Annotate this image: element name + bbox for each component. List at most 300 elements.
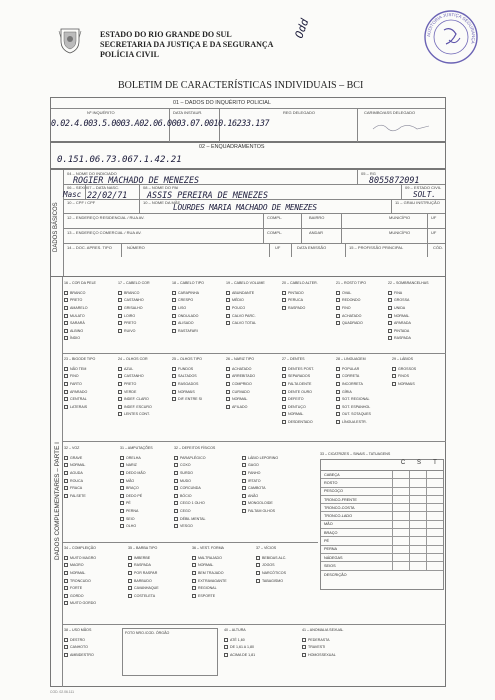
cicatriz-cell[interactable] — [426, 488, 443, 495]
checkbox[interactable] — [64, 298, 68, 302]
checkbox[interactable] — [224, 638, 228, 642]
checkbox[interactable] — [64, 638, 68, 642]
checkbox[interactable] — [256, 556, 260, 560]
checkbox[interactable] — [64, 471, 68, 475]
checkbox-option[interactable] — [120, 507, 174, 515]
checkbox[interactable] — [172, 321, 176, 325]
checkbox-option[interactable] — [120, 477, 174, 485]
checkbox[interactable] — [120, 501, 124, 505]
checkbox[interactable] — [388, 298, 392, 302]
checkbox-option[interactable] — [118, 373, 172, 381]
checkbox-option[interactable] — [226, 312, 282, 320]
checkbox[interactable] — [120, 524, 124, 528]
checkbox[interactable] — [118, 374, 122, 378]
checkbox-option[interactable] — [172, 380, 226, 388]
checkbox-option[interactable] — [174, 500, 242, 508]
cicatriz-cell[interactable] — [392, 488, 409, 495]
checkbox-option[interactable] — [128, 562, 192, 570]
checkbox-option[interactable] — [64, 365, 118, 373]
checkbox-option[interactable] — [120, 454, 174, 462]
checkbox-option[interactable] — [64, 395, 118, 403]
cicatriz-cell[interactable] — [409, 546, 426, 553]
cicatriz-cell[interactable] — [392, 471, 409, 478]
checkbox[interactable] — [118, 412, 122, 416]
checkbox[interactable] — [336, 412, 340, 416]
checkbox-option[interactable] — [192, 569, 256, 577]
checkbox-option[interactable] — [336, 319, 388, 327]
checkbox-option[interactable] — [336, 403, 392, 411]
checkbox[interactable] — [282, 397, 286, 401]
checkbox[interactable] — [242, 494, 246, 498]
checkbox-option[interactable] — [64, 403, 118, 411]
checkbox[interactable] — [172, 306, 176, 310]
checkbox-option[interactable] — [64, 304, 118, 312]
checkbox[interactable] — [256, 579, 260, 583]
checkbox-option[interactable] — [172, 312, 226, 320]
checkbox-option[interactable] — [302, 636, 382, 644]
checkbox-option[interactable] — [226, 395, 282, 403]
checkbox[interactable] — [336, 298, 340, 302]
checkbox-option[interactable] — [174, 454, 242, 462]
checkbox-option[interactable] — [242, 462, 312, 470]
checkbox[interactable] — [64, 291, 68, 295]
checkbox[interactable] — [392, 374, 396, 378]
checkbox[interactable] — [64, 486, 68, 490]
checkbox-option[interactable] — [336, 395, 392, 403]
checkbox-option[interactable] — [388, 335, 444, 343]
inquerito-number[interactable]: 0.02.4.003.5.0003.A02.06.0003.07.0010.16233.137 — [51, 118, 270, 128]
checkbox[interactable] — [172, 397, 176, 401]
checkbox[interactable] — [64, 456, 68, 460]
checkbox[interactable] — [336, 367, 340, 371]
checkbox-option[interactable] — [64, 562, 128, 570]
checkbox-option[interactable] — [64, 554, 128, 562]
cicatriz-cell[interactable] — [392, 512, 409, 519]
checkbox-option[interactable] — [174, 477, 242, 485]
checkbox-option[interactable] — [192, 584, 256, 592]
checkbox-option[interactable] — [128, 554, 192, 562]
checkbox[interactable] — [172, 291, 176, 295]
checkbox[interactable] — [282, 374, 286, 378]
checkbox[interactable] — [388, 314, 392, 318]
checkbox[interactable] — [256, 563, 260, 567]
checkbox-option[interactable] — [120, 462, 174, 470]
checkbox-option[interactable] — [336, 289, 388, 297]
checkbox[interactable] — [128, 556, 132, 560]
checkbox-option[interactable] — [336, 380, 392, 388]
checkbox[interactable] — [336, 291, 340, 295]
checkbox-option[interactable] — [64, 577, 128, 585]
cicatriz-cell[interactable] — [426, 479, 443, 486]
checkbox-option[interactable] — [226, 380, 282, 388]
checkbox[interactable] — [118, 405, 122, 409]
checkbox[interactable] — [64, 571, 68, 575]
checkbox[interactable] — [242, 471, 246, 475]
cicatriz-cell[interactable] — [426, 562, 443, 569]
checkbox-option[interactable] — [336, 304, 388, 312]
checkbox-option[interactable] — [388, 327, 444, 335]
checkbox-option[interactable] — [128, 584, 192, 592]
checkbox[interactable] — [388, 291, 392, 295]
checkbox-option[interactable] — [128, 592, 192, 600]
value-data-nasc[interactable]: 22/02/71 — [87, 190, 128, 200]
checkbox-option[interactable] — [282, 380, 336, 388]
cicatriz-cell[interactable] — [392, 537, 409, 544]
checkbox[interactable] — [282, 306, 286, 310]
checkbox[interactable] — [224, 653, 228, 657]
cicatriz-cell[interactable] — [409, 512, 426, 519]
checkbox[interactable] — [336, 405, 340, 409]
checkbox[interactable] — [388, 321, 392, 325]
checkbox-option[interactable] — [174, 462, 242, 470]
checkbox[interactable] — [226, 291, 230, 295]
checkbox[interactable] — [282, 405, 286, 409]
checkbox[interactable] — [64, 479, 68, 483]
checkbox-option[interactable] — [64, 600, 128, 608]
value-nome-pai[interactable]: ASSIS PEREIRA DE MENEZES — [147, 190, 269, 200]
checkbox-option[interactable] — [336, 411, 392, 419]
checkbox-option[interactable] — [118, 365, 172, 373]
checkbox-option[interactable] — [64, 644, 122, 652]
checkbox[interactable] — [64, 594, 68, 598]
cicatriz-cell[interactable] — [392, 496, 409, 503]
checkbox[interactable] — [118, 390, 122, 394]
checkbox[interactable] — [120, 463, 124, 467]
checkbox[interactable] — [172, 390, 176, 394]
checkbox-option[interactable] — [392, 380, 444, 388]
checkbox-option[interactable] — [336, 418, 392, 426]
checkbox[interactable] — [336, 374, 340, 378]
checkbox[interactable] — [120, 479, 124, 483]
checkbox-option[interactable] — [120, 515, 174, 523]
checkbox[interactable] — [64, 405, 68, 409]
cicatriz-cell[interactable] — [426, 554, 443, 561]
cicatriz-cell[interactable] — [409, 488, 426, 495]
checkbox[interactable] — [282, 420, 286, 424]
checkbox[interactable] — [118, 382, 122, 386]
cicatriz-cell[interactable] — [409, 496, 426, 503]
checkbox[interactable] — [120, 486, 124, 490]
checkbox-option[interactable] — [226, 297, 282, 305]
checkbox-option[interactable] — [118, 403, 172, 411]
checkbox[interactable] — [128, 571, 132, 575]
checkbox-option[interactable] — [64, 327, 118, 335]
checkbox-option[interactable] — [64, 636, 122, 644]
checkbox[interactable] — [118, 291, 122, 295]
checkbox-option[interactable] — [282, 411, 336, 419]
checkbox-option[interactable] — [174, 522, 242, 530]
checkbox[interactable] — [388, 306, 392, 310]
checkbox-option[interactable] — [174, 484, 242, 492]
cicatriz-cell[interactable] — [392, 554, 409, 561]
checkbox[interactable] — [242, 463, 246, 467]
checkbox[interactable] — [242, 479, 246, 483]
checkbox[interactable] — [64, 390, 68, 394]
value-rg[interactable]: 8055872091 — [369, 175, 420, 185]
checkbox[interactable] — [226, 390, 230, 394]
checkbox[interactable] — [226, 397, 230, 401]
checkbox[interactable] — [174, 524, 178, 528]
checkbox-option[interactable] — [64, 297, 118, 305]
checkbox[interactable] — [120, 509, 124, 513]
value-nome-indiciado[interactable]: ROGIER MACHADO DE MENEZES — [73, 175, 200, 185]
checkbox[interactable] — [192, 563, 196, 567]
checkbox[interactable] — [118, 397, 122, 401]
checkbox[interactable] — [302, 645, 306, 649]
checkbox[interactable] — [64, 601, 68, 605]
checkbox[interactable] — [226, 382, 230, 386]
checkbox[interactable] — [64, 382, 68, 386]
checkbox[interactable] — [64, 579, 68, 583]
checkbox-option[interactable] — [118, 312, 172, 320]
checkbox-option[interactable] — [256, 577, 318, 585]
checkbox-option[interactable] — [118, 304, 172, 312]
checkbox-option[interactable] — [174, 469, 242, 477]
checkbox-option[interactable] — [388, 304, 444, 312]
checkbox-option[interactable] — [388, 312, 444, 320]
checkbox[interactable] — [64, 306, 68, 310]
checkbox-option[interactable] — [174, 492, 242, 500]
checkbox[interactable] — [226, 367, 230, 371]
checkbox-option[interactable] — [242, 507, 312, 515]
checkbox-option[interactable] — [242, 500, 312, 508]
checkbox[interactable] — [192, 571, 196, 575]
checkbox-option[interactable] — [282, 395, 336, 403]
checkbox[interactable] — [282, 412, 286, 416]
checkbox-option[interactable] — [64, 312, 118, 320]
checkbox[interactable] — [172, 374, 176, 378]
checkbox[interactable] — [242, 509, 246, 513]
checkbox-option[interactable] — [118, 319, 172, 327]
checkbox[interactable] — [256, 571, 260, 575]
checkbox-option[interactable] — [392, 365, 444, 373]
checkbox-option[interactable] — [392, 373, 444, 381]
checkbox[interactable] — [226, 405, 230, 409]
checkbox-option[interactable] — [192, 592, 256, 600]
checkbox[interactable] — [192, 586, 196, 590]
checkbox-option[interactable] — [64, 569, 128, 577]
checkbox-option[interactable] — [226, 319, 282, 327]
checkbox-option[interactable] — [388, 319, 444, 327]
cicatriz-cell[interactable] — [409, 471, 426, 478]
checkbox-option[interactable] — [336, 312, 388, 320]
checkbox[interactable] — [172, 314, 176, 318]
cicatriz-cell[interactable] — [392, 529, 409, 536]
checkbox[interactable] — [282, 367, 286, 371]
checkbox[interactable] — [118, 367, 122, 371]
cicatriz-cell[interactable] — [426, 546, 443, 553]
checkbox-option[interactable] — [64, 454, 120, 462]
checkbox-option[interactable] — [282, 297, 336, 305]
checkbox[interactable] — [226, 298, 230, 302]
checkbox-option[interactable] — [388, 297, 444, 305]
checkbox[interactable] — [128, 563, 132, 567]
checkbox[interactable] — [282, 291, 286, 295]
checkbox-option[interactable] — [172, 304, 226, 312]
cicatriz-cell[interactable] — [426, 504, 443, 511]
checkbox[interactable] — [392, 382, 396, 386]
checkbox-option[interactable] — [256, 554, 318, 562]
checkbox-option[interactable] — [64, 484, 120, 492]
checkbox-option[interactable] — [172, 373, 226, 381]
checkbox-option[interactable] — [388, 289, 444, 297]
checkbox[interactable] — [192, 556, 196, 560]
checkbox-option[interactable] — [120, 469, 174, 477]
checkbox[interactable] — [118, 314, 122, 318]
checkbox-option[interactable] — [118, 297, 172, 305]
checkbox[interactable] — [336, 390, 340, 394]
cicatriz-cell[interactable] — [409, 521, 426, 528]
checkbox[interactable] — [64, 494, 68, 498]
cicatriz-cell[interactable] — [392, 562, 409, 569]
checkbox-option[interactable] — [226, 388, 282, 396]
checkbox-option[interactable] — [172, 319, 226, 327]
checkbox-option[interactable] — [174, 515, 242, 523]
cicatriz-cell[interactable] — [426, 471, 443, 478]
checkbox[interactable] — [302, 653, 306, 657]
value-nome-mae[interactable]: LOURDES MARIA MACHADO DE MENEZES — [173, 203, 317, 212]
checkbox-option[interactable] — [64, 651, 122, 659]
checkbox[interactable] — [64, 586, 68, 590]
checkbox[interactable] — [64, 321, 68, 325]
checkbox-option[interactable] — [172, 388, 226, 396]
checkbox[interactable] — [174, 501, 178, 505]
checkbox[interactable] — [118, 306, 122, 310]
checkbox-option[interactable] — [226, 373, 282, 381]
checkbox-option[interactable] — [224, 636, 282, 644]
checkbox-option[interactable] — [64, 373, 118, 381]
checkbox-option[interactable] — [120, 492, 174, 500]
cicatriz-cell[interactable] — [426, 521, 443, 528]
checkbox-option[interactable] — [242, 484, 312, 492]
checkbox[interactable] — [174, 463, 178, 467]
checkbox[interactable] — [336, 321, 340, 325]
checkbox[interactable] — [302, 638, 306, 642]
checkbox-option[interactable] — [64, 380, 118, 388]
checkbox[interactable] — [174, 456, 178, 460]
checkbox-option[interactable] — [224, 644, 282, 652]
cicatriz-cell[interactable] — [392, 521, 409, 528]
checkbox[interactable] — [242, 486, 246, 490]
checkbox[interactable] — [388, 329, 392, 333]
checkbox[interactable] — [282, 298, 286, 302]
checkbox-option[interactable] — [172, 365, 226, 373]
checkbox[interactable] — [64, 397, 68, 401]
checkbox-option[interactable] — [192, 554, 256, 562]
checkbox[interactable] — [120, 494, 124, 498]
checkbox-option[interactable] — [256, 562, 318, 570]
checkbox-option[interactable] — [118, 380, 172, 388]
checkbox[interactable] — [128, 586, 132, 590]
cicatriz-cell[interactable] — [409, 529, 426, 536]
cicatriz-cell[interactable] — [409, 562, 426, 569]
checkbox-option[interactable] — [226, 304, 282, 312]
checkbox[interactable] — [172, 382, 176, 386]
checkbox[interactable] — [118, 329, 122, 333]
checkbox[interactable] — [172, 298, 176, 302]
checkbox-option[interactable] — [64, 388, 118, 396]
value-sexo[interactable]: Masc — [63, 190, 82, 199]
cicatriz-cell[interactable] — [409, 537, 426, 544]
checkbox-option[interactable] — [282, 388, 336, 396]
checkbox-option[interactable] — [118, 395, 172, 403]
checkbox[interactable] — [172, 329, 176, 333]
checkbox-option[interactable] — [64, 319, 118, 327]
checkbox[interactable] — [64, 645, 68, 649]
cicatriz-cell[interactable] — [392, 504, 409, 511]
checkbox-option[interactable] — [282, 365, 336, 373]
checkbox[interactable] — [120, 471, 124, 475]
checkbox[interactable] — [192, 594, 196, 598]
checkbox-option[interactable] — [282, 304, 336, 312]
checkbox-option[interactable] — [282, 403, 336, 411]
cicatriz-cell[interactable] — [409, 504, 426, 511]
checkbox[interactable] — [226, 374, 230, 378]
checkbox-option[interactable] — [242, 492, 312, 500]
checkbox[interactable] — [174, 486, 178, 490]
checkbox-option[interactable] — [336, 388, 392, 396]
cicatriz-cell[interactable] — [409, 479, 426, 486]
checkbox-option[interactable] — [64, 477, 120, 485]
enquadramento-number[interactable]: 0.151.06.73.067.1.42.21 — [57, 155, 182, 165]
checkbox[interactable] — [64, 374, 68, 378]
checkbox[interactable] — [336, 306, 340, 310]
checkbox[interactable] — [282, 390, 286, 394]
checkbox-option[interactable] — [226, 403, 282, 411]
checkbox[interactable] — [242, 456, 246, 460]
checkbox-option[interactable] — [192, 562, 256, 570]
checkbox-option[interactable] — [336, 365, 392, 373]
checkbox-option[interactable] — [64, 592, 128, 600]
checkbox[interactable] — [388, 336, 392, 340]
checkbox[interactable] — [392, 367, 396, 371]
checkbox-option[interactable] — [118, 388, 172, 396]
checkbox-option[interactable] — [64, 335, 118, 343]
checkbox-option[interactable] — [172, 327, 226, 335]
checkbox-option[interactable] — [282, 418, 336, 426]
checkbox[interactable] — [64, 556, 68, 560]
checkbox[interactable] — [64, 329, 68, 333]
checkbox-option[interactable] — [128, 569, 192, 577]
cicatriz-cell[interactable] — [392, 479, 409, 486]
checkbox-option[interactable] — [172, 395, 226, 403]
checkbox[interactable] — [64, 563, 68, 567]
checkbox-option[interactable] — [118, 411, 172, 419]
checkbox[interactable] — [64, 367, 68, 371]
checkbox-option[interactable] — [282, 373, 336, 381]
checkbox-option[interactable] — [226, 365, 282, 373]
checkbox-option[interactable] — [242, 477, 312, 485]
checkbox[interactable] — [224, 645, 228, 649]
checkbox-option[interactable] — [120, 500, 174, 508]
checkbox-option[interactable] — [172, 289, 226, 297]
checkbox[interactable] — [64, 336, 68, 340]
checkbox[interactable] — [226, 314, 230, 318]
checkbox-option[interactable] — [192, 577, 256, 585]
checkbox-option[interactable] — [282, 289, 336, 297]
checkbox-option[interactable] — [64, 469, 120, 477]
checkbox-option[interactable] — [118, 289, 172, 297]
checkbox-option[interactable] — [64, 462, 120, 470]
checkbox-option[interactable] — [64, 289, 118, 297]
checkbox[interactable] — [128, 594, 132, 598]
checkbox-option[interactable] — [256, 569, 318, 577]
checkbox[interactable] — [120, 456, 124, 460]
checkbox-option[interactable] — [242, 469, 312, 477]
checkbox[interactable] — [118, 321, 122, 325]
checkbox[interactable] — [226, 321, 230, 325]
value-estado-civil[interactable]: SOLT. — [413, 190, 436, 199]
